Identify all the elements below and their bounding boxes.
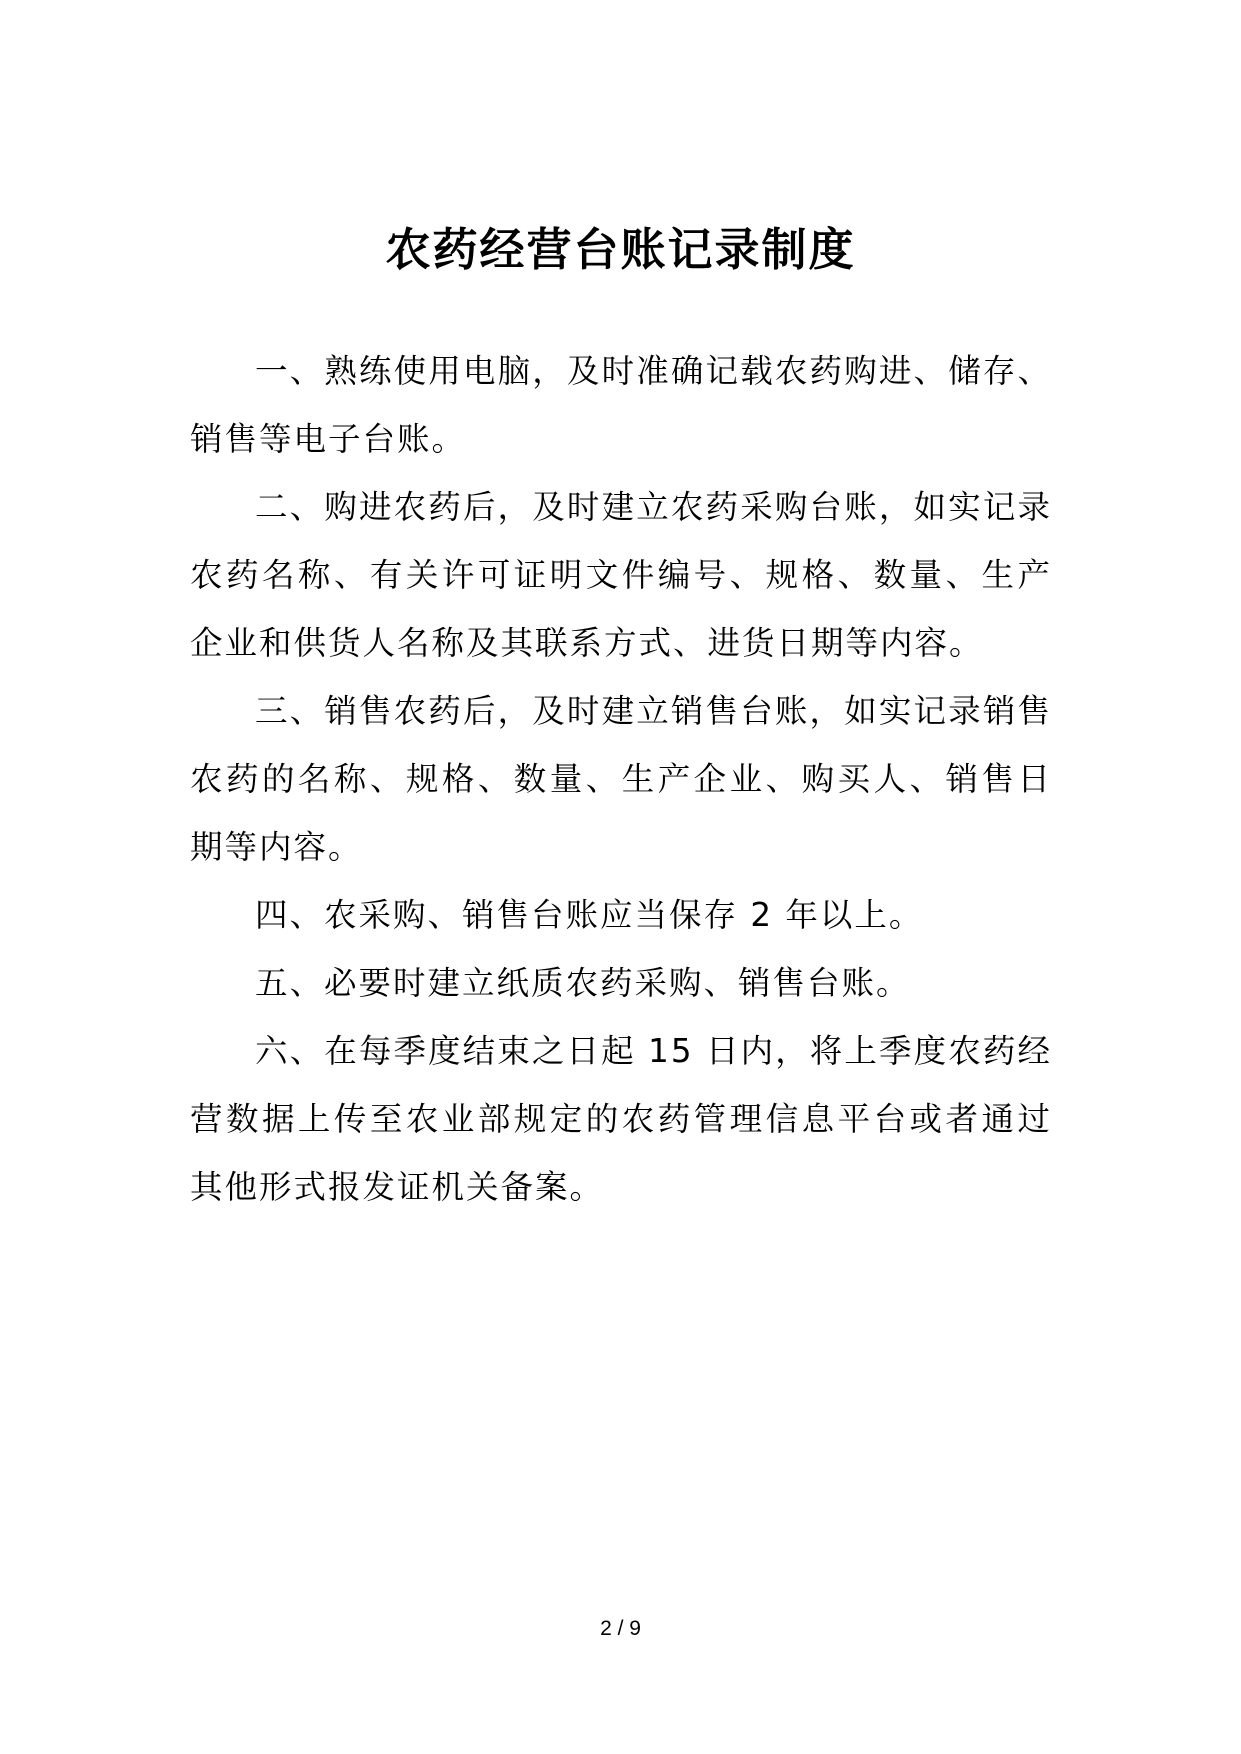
paragraph-2: 二、购进农药后，及时建立农药采购台账，如实记录农药名称、有关许可证明文件编号、规格、数量、生产企业和供货人名称及其联系方式、进货日期等内容。 bbox=[190, 488, 1052, 662]
paragraph-1: 一、熟练使用电脑，及时准确记载农药购进、储存、销售等电子台账。 bbox=[190, 352, 1052, 458]
paragraph-5: 五、必要时建立纸质农药采购、销售台账。 bbox=[255, 964, 911, 1002]
document-title: 农药经营台账记录制度 bbox=[385, 223, 856, 276]
paragraph-4: 四、农采购、销售台账应当保存 2 年以上。 bbox=[255, 896, 924, 934]
paragraph-6: 六、在每季度结束之日起 15 日内，将上季度农药经营数据上传至农业部规定的农药管理信息平台或者通过其他形式报发证机关备案。 bbox=[190, 1032, 1052, 1206]
page-number: 2 / 9 bbox=[600, 1617, 641, 1640]
document-body bbox=[190, 337, 1052, 1221]
paragraph-3: 三、销售农药后，及时建立销售台账，如实记录销售农药的名称、规格、数量、生产企业、购买人、销售日期等内容。 bbox=[190, 692, 1052, 866]
